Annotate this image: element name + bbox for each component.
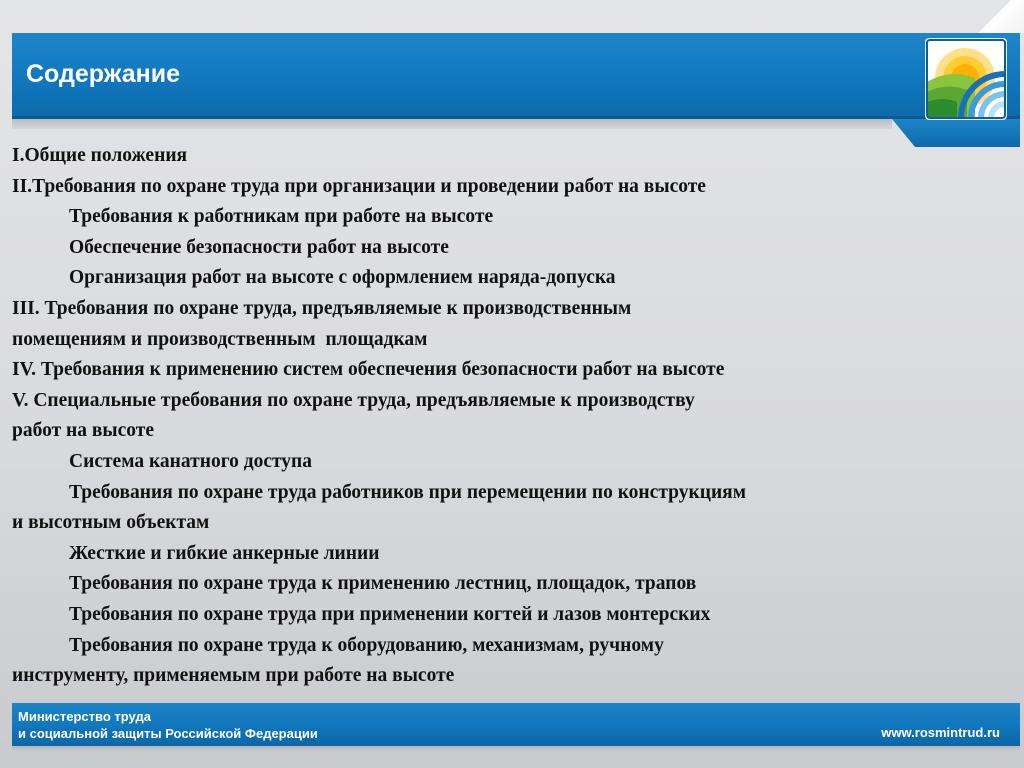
toc-line: IV. Требования к применению систем обеспечения безопасности работ на высоте [12, 359, 725, 381]
toc-line: Организация работ на высоте с оформлением наряда-допуска [69, 267, 616, 289]
toc-line: Требования по охране труда работников при перемещении по конструкциям [69, 481, 747, 503]
toc-line: помещениям и производственным площадкам [12, 328, 428, 350]
ministry-name [18, 708, 318, 742]
rainbow-sun-logo-icon [925, 38, 1007, 120]
website-link[interactable]: www.rosmintrud.ru [881, 725, 1000, 740]
footer-shadow [12, 746, 1020, 752]
header-shadow [12, 119, 892, 129]
toc-line: Система канатного доступа [69, 450, 313, 472]
toc-line: работ на высоте [12, 420, 155, 442]
toc-line: Требования по охране труда к оборудованию, механизмам, ручному [69, 634, 664, 656]
ministry-name-line-1: Министерство труда [18, 709, 151, 724]
toc-line: Обеспечение безопасности работ на высоте [69, 236, 449, 258]
toc-line: Требования по охране труда к применению лестниц, площадок, трапов [69, 573, 697, 595]
toc-line: V. Специальные требования по охране труда, предъявляемые к производству [12, 389, 695, 411]
toc-line: I.Общие положения [12, 145, 188, 166]
table-of-contents [12, 141, 1012, 692]
toc-line: Требования по охране труда при применении когтей и лазов монтерских [69, 603, 711, 625]
ministry-name-line-2: и социальной защиты Российской Федерации [18, 726, 318, 741]
toc-line: III. Требования по охране труда, предъявляемые к производственным [12, 297, 632, 319]
toc-line: Жесткие и гибкие анкерные линии [69, 542, 380, 564]
toc-line: инструменту, применяемым при работе на высоте [12, 665, 455, 687]
page-title: Содержание [26, 60, 181, 88]
page-corner-decoration [954, 0, 1024, 33]
toc-line: II.Требования по охране труда при организации и проведении работ на высоте [12, 175, 706, 197]
toc-line: и высотным объектам [12, 512, 210, 534]
toc-line: Требования к работникам при работе на высоте [69, 206, 494, 228]
